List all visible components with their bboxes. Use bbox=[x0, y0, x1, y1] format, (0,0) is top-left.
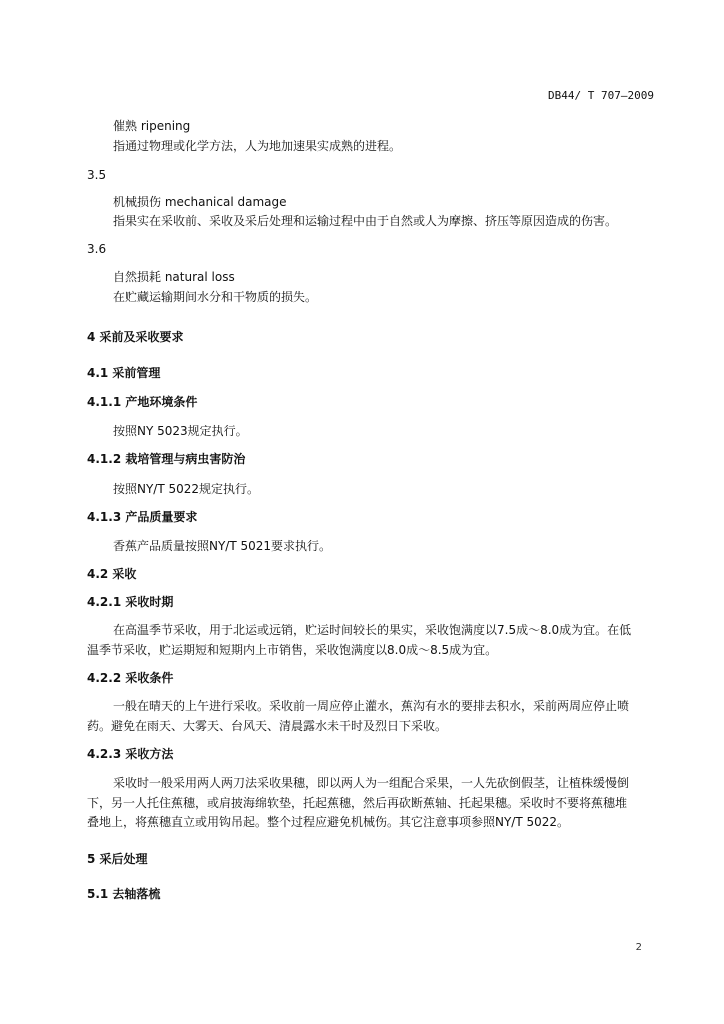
section-4-2-1-paragraph-line: 在高温季节采收，用于北运或远销，贮运时间较长的果实，采收饱满度以7.5成～8.0成为宜。在低 bbox=[113, 623, 632, 637]
term-natural-loss-definition: 在贮藏运输期间水分和干物质的损失。 bbox=[113, 290, 318, 304]
section-4-1-1-text: 按照NY 5023规定执行。 bbox=[113, 424, 248, 438]
section-4-2-1-heading: 4.2.1 采收时期 bbox=[87, 595, 174, 609]
page-number: 2 bbox=[635, 942, 642, 953]
section-4-1-2-text: 按照NY/T 5022规定执行。 bbox=[113, 482, 260, 496]
term-mechanical-damage-title: 机械损伤 mechanical damage bbox=[113, 195, 287, 209]
section-4-2-heading: 4.2 采收 bbox=[87, 567, 137, 581]
section-4-2-1-paragraph-line: 温季节采收，贮运期短和短期内上市销售，采收饱满度以8.0成～8.5成为宜。 bbox=[87, 643, 498, 657]
section-5-1-heading: 5.1 去轴落梳 bbox=[87, 887, 161, 901]
section-4-2-2-paragraph-line: 药。避免在雨天、大雾天、台风天、清晨露水未干时及烈日下采收。 bbox=[87, 719, 448, 733]
section-4-2-3-heading: 4.2.3 采收方法 bbox=[87, 747, 174, 761]
document-code: DB44/ T 707—2009 bbox=[548, 89, 654, 102]
section-4-2-3-paragraph-line: 采收时一般采用两人两刀法采收果穗，即以两人为一组配合采果，一人先砍倒假茎，让植株缓慢倒 bbox=[113, 776, 630, 790]
section-5-heading: 5 采后处理 bbox=[87, 852, 148, 866]
section-4-1-3-heading: 4.1.3 产品质量要求 bbox=[87, 510, 198, 524]
term-natural-loss-title: 自然损耗 natural loss bbox=[113, 270, 235, 284]
term-ripening-definition: 指通过物理或化学方法，人为地加速果实成熟的进程。 bbox=[113, 139, 402, 153]
section-4-2-2-heading: 4.2.2 采收条件 bbox=[87, 671, 174, 685]
section-4-2-3-paragraph-line: 下，另一人托住蕉穗，或肩披海绵软垫，托起蕉穗，然后再砍断蕉轴、托起果穗。采收时不要将蕉穗堆 bbox=[87, 796, 628, 810]
clause-number-3-6: 3.6 bbox=[87, 242, 107, 256]
term-ripening-title: 催熟 ripening bbox=[113, 119, 191, 133]
section-4-heading: 4 采前及采收要求 bbox=[87, 330, 184, 344]
section-4-1-2-heading: 4.1.2 栽培管理与病虫害防治 bbox=[87, 452, 246, 466]
section-4-1-1-heading: 4.1.1 产地环境条件 bbox=[87, 395, 198, 409]
term-mechanical-damage-definition: 指果实在采收前、采收及采后处理和运输过程中由于自然或人为摩擦、挤压等原因造成的伤害。 bbox=[113, 214, 618, 228]
section-4-2-3-paragraph-line: 叠地上，将蕉穗直立或用钩吊起。整个过程应避免机械伤。其它注意事项参照NY/T 5022。 bbox=[87, 815, 570, 829]
section-4-2-2-paragraph-line: 一般在晴天的上午进行采收。采收前一周应停止灌水，蕉沟有水的要排去积水，采前两周应停止喷 bbox=[113, 699, 630, 713]
section-4-1-heading: 4.1 采前管理 bbox=[87, 366, 161, 380]
section-4-1-3-text: 香蕉产品质量按照NY/T 5021要求执行。 bbox=[113, 539, 332, 553]
clause-number-3-5: 3.5 bbox=[87, 168, 107, 182]
